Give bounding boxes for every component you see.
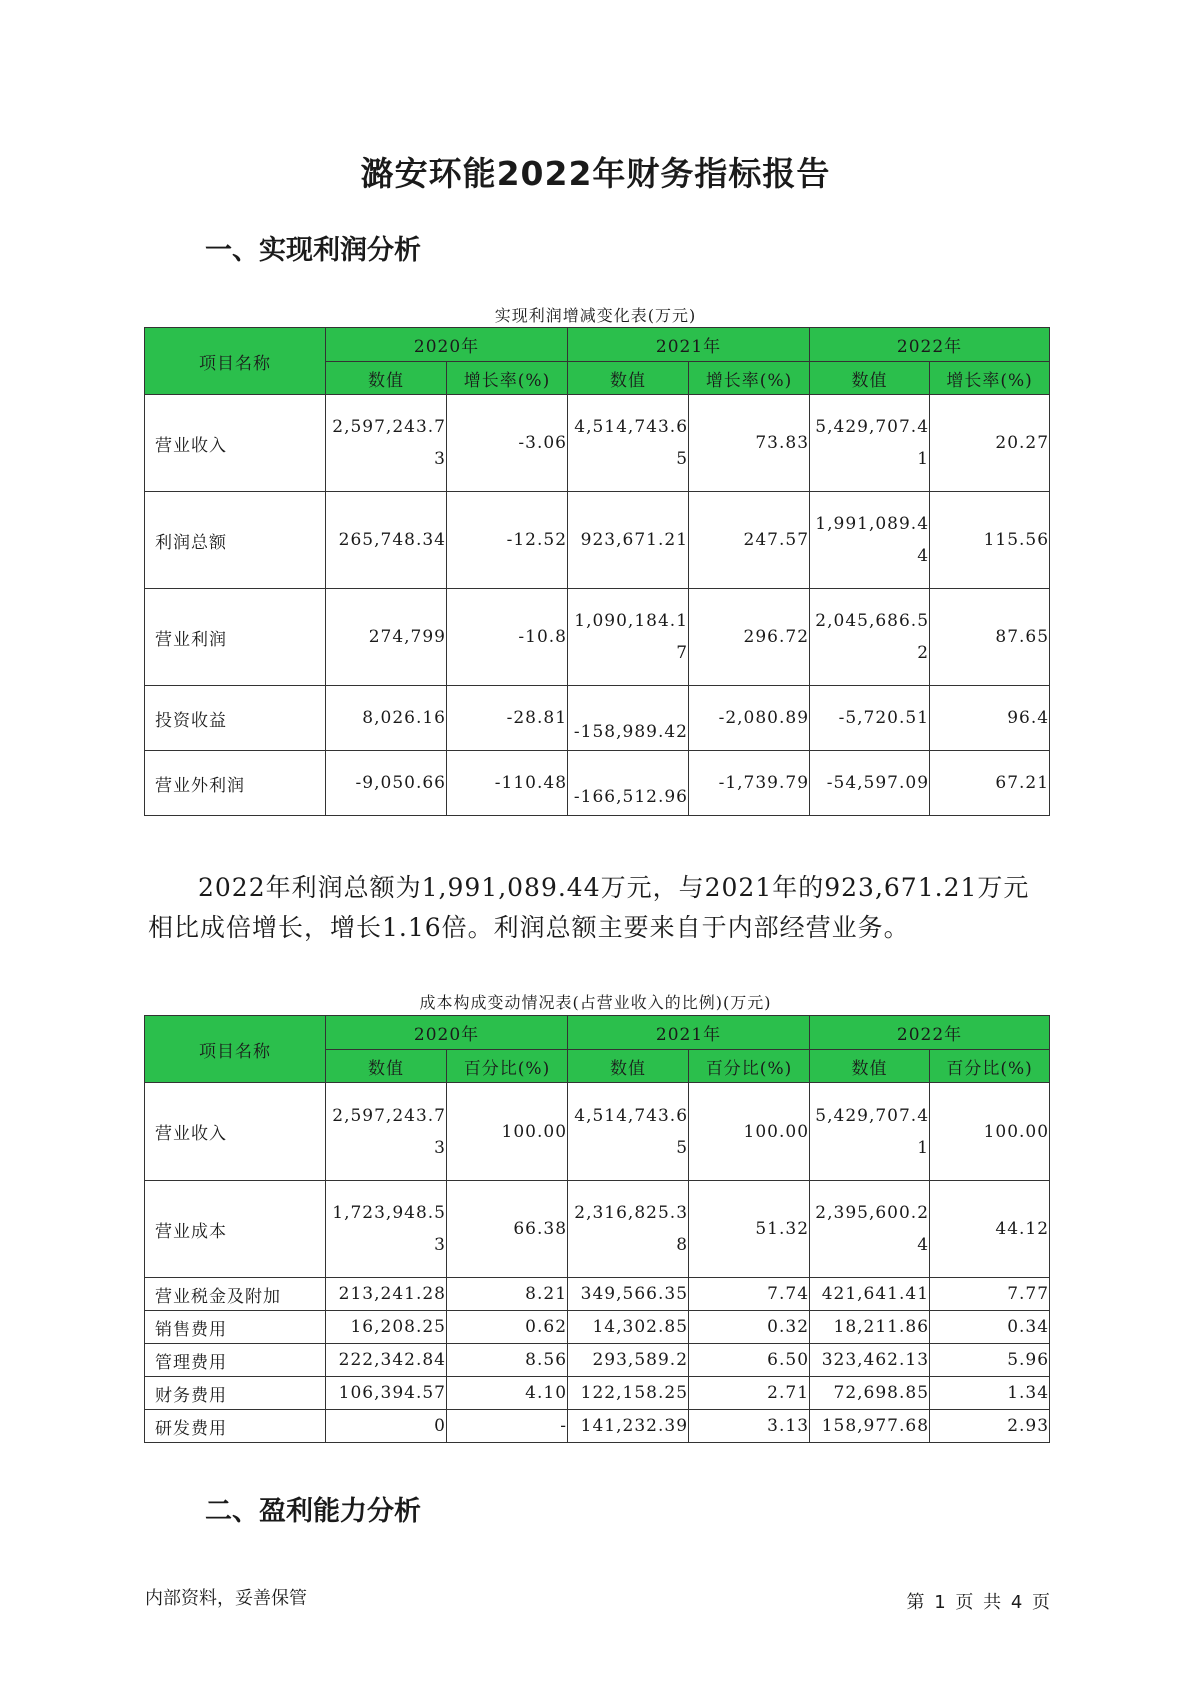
paragraph-text: 2022年利润总额为1,991,089.44万元，与2021年的923,671.21万元相比成倍增长，增长1.16倍。利润总额主要来自于内部经营业务。 xyxy=(148,873,1030,942)
cell-percent: 0.34 xyxy=(930,1311,1050,1344)
header-percent: 百分比(%) xyxy=(689,1050,810,1083)
cell-value: 2,597,243.73 xyxy=(326,395,447,492)
header-value: 数值 xyxy=(568,362,689,395)
cell-rate: 67.21 xyxy=(930,751,1050,816)
header-percent: 百分比(%) xyxy=(930,1050,1050,1083)
cell-percent: 3.13 xyxy=(689,1410,810,1443)
table-row xyxy=(145,1311,1050,1344)
profit-summary-paragraph xyxy=(148,868,1048,948)
cell-value: 323,462.13 xyxy=(810,1344,930,1377)
cell-percent: 0.32 xyxy=(689,1311,810,1344)
table-row xyxy=(145,686,1050,751)
cell-value: 2,395,600.24 xyxy=(810,1181,930,1278)
cell-value: 421,641.41 xyxy=(810,1278,930,1311)
cell-percent: 5.96 xyxy=(930,1344,1050,1377)
cell-value: 122,158.25 xyxy=(568,1377,689,1410)
cell-rate: -3.06 xyxy=(447,395,568,492)
cell-percent: 8.21 xyxy=(447,1278,568,1311)
section-heading-profit: 一、实现利润分析 xyxy=(205,235,421,266)
table-row xyxy=(145,492,1050,589)
table-row xyxy=(145,1181,1050,1278)
table-row xyxy=(145,751,1050,816)
row-label: 研发费用 xyxy=(145,1410,326,1443)
cell-value: -54,597.09 xyxy=(810,751,930,816)
cell-value: -9,050.66 xyxy=(326,751,447,816)
cell-rate: -1,739.79 xyxy=(689,751,810,816)
cell-percent: 6.50 xyxy=(689,1344,810,1377)
header-year: 2022年 xyxy=(810,328,1050,362)
row-label: 营业成本 xyxy=(145,1181,326,1278)
cell-value: 1,090,184.17 xyxy=(568,589,689,686)
footer-confidential: 内部资料，妥善保管 xyxy=(145,1588,307,1609)
header-growth-rate: 增长率(%) xyxy=(930,362,1050,395)
cell-rate: 73.83 xyxy=(689,395,810,492)
cell-value: 0 xyxy=(326,1410,447,1443)
header-year: 2021年 xyxy=(568,328,810,362)
header-year: 2020年 xyxy=(326,328,568,362)
cell-value: 1,723,948.53 xyxy=(326,1181,447,1278)
cell-value: 293,589.2 xyxy=(568,1344,689,1377)
cell-percent: 0.62 xyxy=(447,1311,568,1344)
header-year: 2022年 xyxy=(810,1016,1050,1050)
cell-rate: -10.8 xyxy=(447,589,568,686)
cell-percent: 7.74 xyxy=(689,1278,810,1311)
table-row xyxy=(145,1083,1050,1181)
header-growth-rate: 增长率(%) xyxy=(689,362,810,395)
table-row xyxy=(145,1278,1050,1311)
cell-value: 16,208.25 xyxy=(326,1311,447,1344)
page-title: 潞安环能2022年财务指标报告 xyxy=(360,154,831,193)
header-year: 2021年 xyxy=(568,1016,810,1050)
cell-value: 4,514,743.65 xyxy=(568,1083,689,1181)
cell-rate: 115.56 xyxy=(930,492,1050,589)
table-row xyxy=(145,1377,1050,1410)
cell-rate: -2,080.89 xyxy=(689,686,810,751)
footer-page-number: 第 1 页 共 4 页 xyxy=(906,1592,1050,1613)
header-value: 数值 xyxy=(810,362,930,395)
cell-rate: -28.81 xyxy=(447,686,568,751)
header-value: 数值 xyxy=(326,1050,447,1083)
row-label: 营业外利润 xyxy=(145,751,326,816)
header-percent: 百分比(%) xyxy=(447,1050,568,1083)
cell-value: 222,342.84 xyxy=(326,1344,447,1377)
row-label: 营业收入 xyxy=(145,395,326,492)
cell-percent: 100.00 xyxy=(447,1083,568,1181)
cell-value: 2,597,243.73 xyxy=(326,1083,447,1181)
cell-value: 5,429,707.41 xyxy=(810,1083,930,1181)
header-growth-rate: 增长率(%) xyxy=(447,362,568,395)
header-year: 2020年 xyxy=(326,1016,568,1050)
cost-structure-table xyxy=(144,1015,1050,1443)
cell-rate: -12.52 xyxy=(447,492,568,589)
cell-value: 14,302.85 xyxy=(568,1311,689,1344)
table-row xyxy=(145,589,1050,686)
cell-value: -5,720.51 xyxy=(810,686,930,751)
header-value: 数值 xyxy=(810,1050,930,1083)
table-row xyxy=(145,1344,1050,1377)
cell-value: 2,045,686.52 xyxy=(810,589,930,686)
cell-rate: 87.65 xyxy=(930,589,1050,686)
section-heading-profitability: 二、盈利能力分析 xyxy=(205,1496,421,1527)
profit-change-table xyxy=(144,327,1050,816)
row-label: 营业收入 xyxy=(145,1083,326,1181)
cell-percent: - xyxy=(447,1410,568,1443)
cell-percent: 8.56 xyxy=(447,1344,568,1377)
cell-value: 141,232.39 xyxy=(568,1410,689,1443)
cell-rate: -110.48 xyxy=(447,751,568,816)
cell-percent: 66.38 xyxy=(447,1181,568,1278)
row-label: 投资收益 xyxy=(145,686,326,751)
cell-percent: 44.12 xyxy=(930,1181,1050,1278)
cell-value: 2,316,825.38 xyxy=(568,1181,689,1278)
cell-value: 72,698.85 xyxy=(810,1377,930,1410)
row-label: 管理费用 xyxy=(145,1344,326,1377)
table-caption-profit: 实现利润增减变化表(万元) xyxy=(494,306,697,325)
cell-value: -158,989.42 xyxy=(568,686,689,751)
cell-percent: 100.00 xyxy=(689,1083,810,1181)
cell-percent: 1.34 xyxy=(930,1377,1050,1410)
cell-value: 5,429,707.41 xyxy=(810,395,930,492)
cell-rate: 247.57 xyxy=(689,492,810,589)
cell-value: 274,799 xyxy=(326,589,447,686)
cell-value: 158,977.68 xyxy=(810,1410,930,1443)
cell-value: 106,394.57 xyxy=(326,1377,447,1410)
cell-rate: 96.4 xyxy=(930,686,1050,751)
table-row xyxy=(145,395,1050,492)
table-row xyxy=(145,1410,1050,1443)
cell-percent: 100.00 xyxy=(930,1083,1050,1181)
cell-percent: 2.93 xyxy=(930,1410,1050,1443)
header-item-name: 项目名称 xyxy=(145,1016,326,1083)
table-caption-cost: 成本构成变动情况表(占营业收入的比例)(万元) xyxy=(419,993,772,1012)
cell-value: 1,991,089.44 xyxy=(810,492,930,589)
cell-value: 4,514,743.65 xyxy=(568,395,689,492)
header-value: 数值 xyxy=(568,1050,689,1083)
row-label: 营业利润 xyxy=(145,589,326,686)
cell-value: 18,211.86 xyxy=(810,1311,930,1344)
row-label: 营业税金及附加 xyxy=(145,1278,326,1311)
cell-percent: 51.32 xyxy=(689,1181,810,1278)
cell-value: 265,748.34 xyxy=(326,492,447,589)
cell-value: 923,671.21 xyxy=(568,492,689,589)
row-label: 销售费用 xyxy=(145,1311,326,1344)
row-label: 利润总额 xyxy=(145,492,326,589)
cell-percent: 2.71 xyxy=(689,1377,810,1410)
cell-rate: 20.27 xyxy=(930,395,1050,492)
cell-value: -166,512.96 xyxy=(568,751,689,816)
cell-percent: 7.77 xyxy=(930,1278,1050,1311)
cell-value: 349,566.35 xyxy=(568,1278,689,1311)
cell-value: 8,026.16 xyxy=(326,686,447,751)
cell-value: 213,241.28 xyxy=(326,1278,447,1311)
header-item-name: 项目名称 xyxy=(145,328,326,395)
cell-percent: 4.10 xyxy=(447,1377,568,1410)
header-value: 数值 xyxy=(326,362,447,395)
row-label: 财务费用 xyxy=(145,1377,326,1410)
cell-rate: 296.72 xyxy=(689,589,810,686)
